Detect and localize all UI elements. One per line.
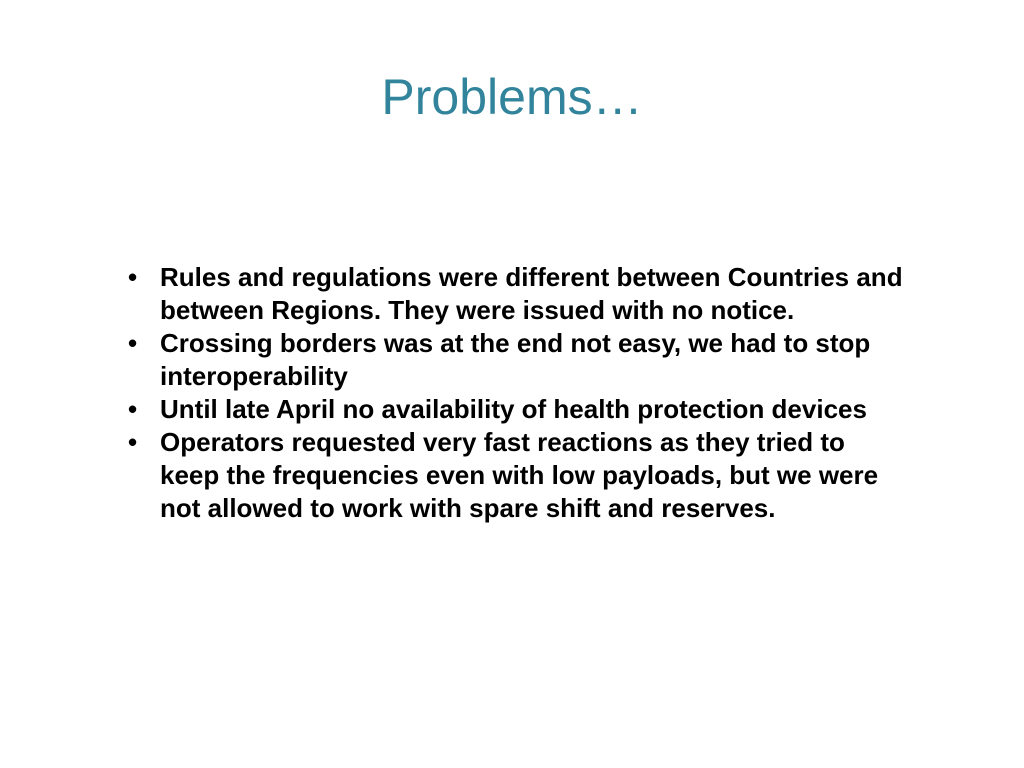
slide-title: Problems… (381, 69, 643, 125)
bullet-point-icon: • (128, 427, 138, 457)
bullet-point-icon: • (128, 262, 138, 292)
bullet-list (128, 261, 908, 525)
bullet-item-operators (128, 426, 908, 525)
bullet-text: Crossing borders was at the end not easy, we had to stop interoperability (160, 328, 871, 391)
bullet-text: Until late April no availability of health protection devices (160, 394, 867, 424)
bullet-item-rules (128, 261, 908, 327)
bullet-point-icon: • (128, 394, 138, 424)
bullet-text: Operators requested very fast reactions as they tried to keep the frequencies even with low payloads, but we were not allowed to work with spare shift and reserves. (160, 427, 879, 523)
bullet-item-health-devices (128, 393, 908, 426)
bullet-item-borders (128, 327, 908, 393)
bullet-point-icon: • (128, 328, 138, 358)
bullet-text: Rules and regulations were different between Countries and between Regions. They were issued with no notice. (160, 262, 903, 325)
